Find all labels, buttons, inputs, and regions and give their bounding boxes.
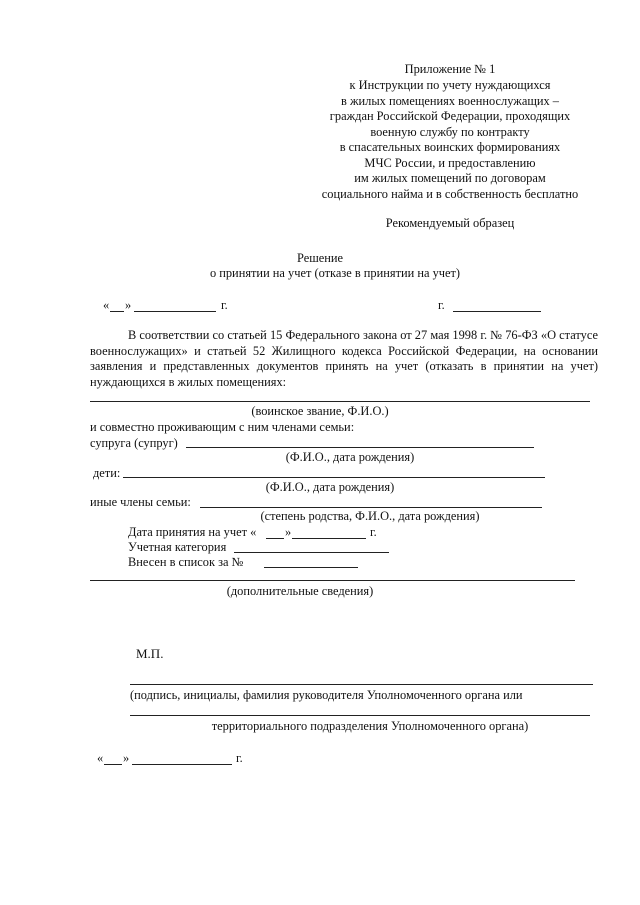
year-suffix: г. <box>370 525 377 539</box>
month-year-blank[interactable] <box>134 311 216 312</box>
accepted-day-blank[interactable] <box>266 538 284 539</box>
list-number-blank[interactable] <box>264 567 358 568</box>
signature-caption-2: территориального подразделения Уполномоченного органа) <box>211 719 529 733</box>
appendix-line: в жилых помещениях военнослужащих – <box>341 94 559 108</box>
signature-caption-1: (подпись, инициалы, фамилия руководителя Уполномоченного органа или <box>130 688 523 702</box>
extra-info-blank[interactable] <box>90 580 575 581</box>
year-suffix: г. <box>221 298 228 312</box>
rank-name-blank[interactable] <box>90 401 590 402</box>
accepted-month-blank[interactable] <box>292 538 366 539</box>
spouse-blank[interactable] <box>186 447 534 448</box>
appendix-line: в спасательных воинских формированиях <box>339 140 561 154</box>
quote-open: « <box>97 751 104 765</box>
rank-name-caption: (воинское звание, Ф.И.О.) <box>251 404 389 418</box>
document-title: Решение <box>296 251 344 265</box>
extra-info-caption: (дополнительные сведения) <box>226 584 374 598</box>
decision-paragraph: В соответствии со статьей 15 Федерального закона от 27 мая 1998 г. № 76-ФЗ «О статусе военнослужащих» и статьей 52 Жилищного кодекса Российской Федерации, на основании заявления и представленных документов принять на учет (отказать в принятии на учет) нуждающихся в жилых помещениях: <box>90 328 598 389</box>
appendix-line: к Инструкции по учету нуждающихся <box>349 78 551 92</box>
children-blank[interactable] <box>123 477 545 478</box>
appendix-line: им жилых помещений по договорам <box>354 171 546 185</box>
other-members-label: иные члены семьи: <box>90 495 191 509</box>
spouse-caption: (Ф.И.О., дата рождения) <box>285 450 415 464</box>
quote-close: » <box>123 751 130 765</box>
appendix-line: военную службу по контракту <box>370 125 530 139</box>
quote-close: » <box>285 525 292 539</box>
other-members-caption: (степень родства, Ф.И.О., дата рождения) <box>260 509 480 523</box>
appendix-line: Приложение № 1 <box>404 62 496 76</box>
sign-day-blank[interactable] <box>104 764 122 765</box>
appendix-line: МЧС России, и предоставлению <box>364 156 536 170</box>
signature-blank-2[interactable] <box>130 715 590 716</box>
year-suffix: г. <box>236 751 243 765</box>
signature-blank[interactable] <box>130 684 593 685</box>
children-label: дети: <box>93 466 121 480</box>
quote-close: » <box>125 298 132 312</box>
document-subtitle: о принятии на учет (отказе в принятии на учет) <box>209 266 461 280</box>
sample-label: Рекомендуемый образец <box>385 216 515 230</box>
place-prefix: г. <box>438 298 445 312</box>
sign-month-blank[interactable] <box>132 764 232 765</box>
category-blank[interactable] <box>234 552 389 553</box>
list-number-label: Внесен в список за № <box>128 555 244 569</box>
family-intro: и совместно проживающим с ним членами семьи: <box>90 420 355 434</box>
place-blank[interactable] <box>453 311 541 312</box>
spouse-label: супруга (супруг) <box>90 436 178 450</box>
category-label: Учетная категория <box>128 540 227 554</box>
other-members-blank[interactable] <box>200 507 542 508</box>
date-accepted-label: Дата принятия на учет « <box>128 525 257 539</box>
day-blank[interactable] <box>110 311 124 312</box>
appendix-line: граждан Российской Федерации, проходящих <box>329 109 571 123</box>
appendix-line: социального найма и в собственность бесплатно <box>321 187 579 201</box>
children-caption: (Ф.И.О., дата рождения) <box>265 480 395 494</box>
quote-open: « <box>103 298 110 312</box>
seal-label: М.П. <box>136 646 164 661</box>
